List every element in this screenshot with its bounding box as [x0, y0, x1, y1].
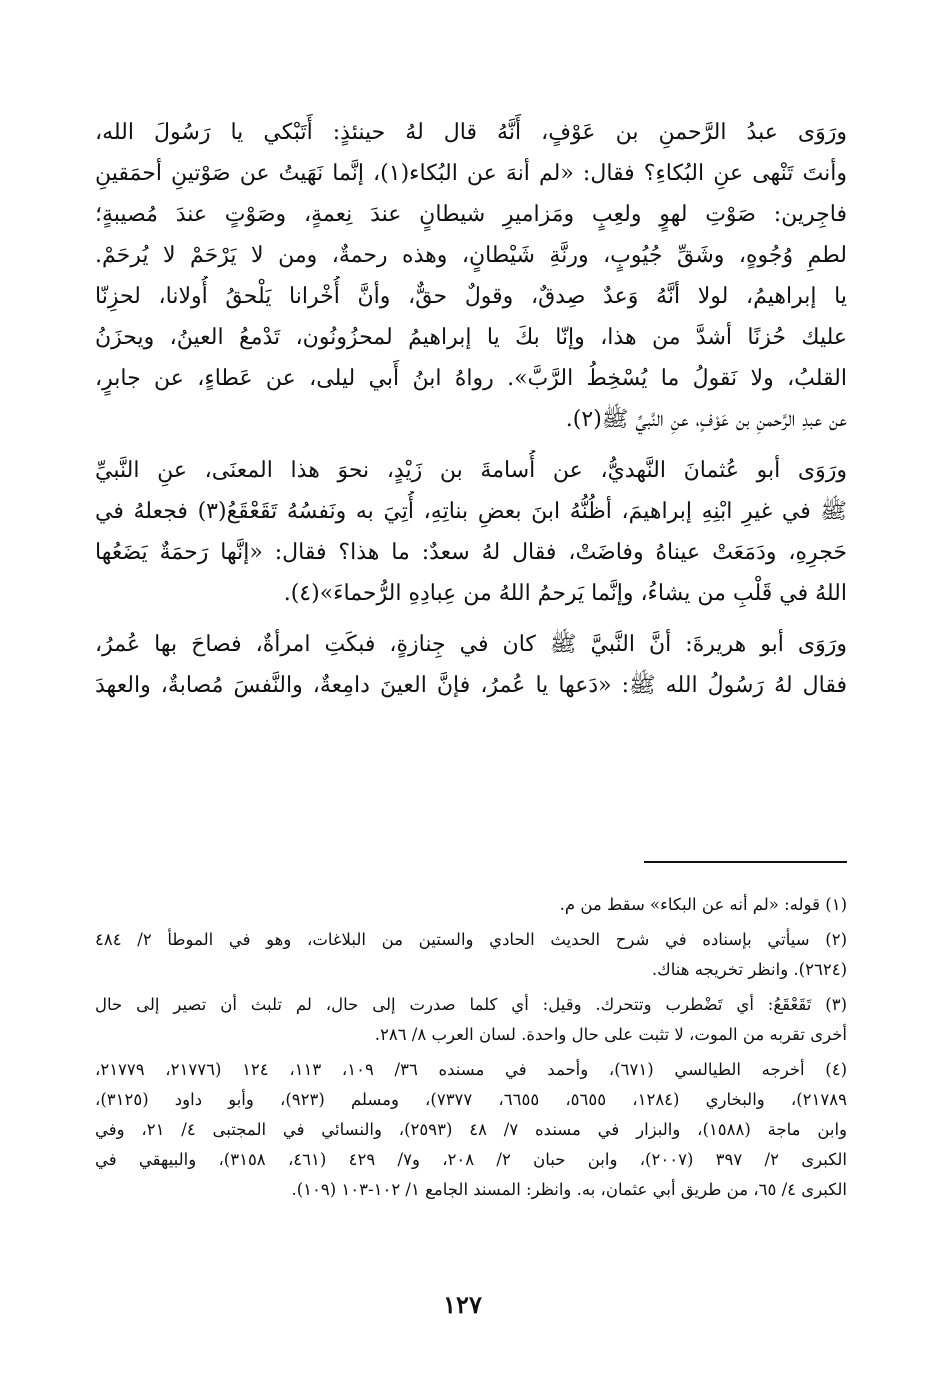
- text-line: حَجرِهِ، ودَمَعَتْ عيناهُ وفاضَتْ، فقال لهُ سعدٌ: ما هذا؟ فقال: «إنَّها رَحمَةٌ يَضَعُها: [95, 540, 847, 565]
- paragraph-3: [95, 624, 847, 706]
- footnote-1: [95, 890, 847, 920]
- text-line: ورَوَى أبو هريرةَ: أنَّ النَّبيَّ ﷺ كان في جِنازةٍ، فبكَتِ امرأةٌ، فصاحَ بها عُمرُ،: [95, 632, 847, 657]
- text-line: اللهُ في قَلْبِ من يشاءُ، وإنَّما يَرحمُ اللهُ من عِبادِهِ الرُّحماءَ»(٤).: [283, 581, 847, 606]
- text-line: ﷺ في غيرِ ابْنِهِ إبراهيمَ، أظُنُّهُ ابنَ بعضِ بناتِهِ، أُتِيَ به ونَفسُهُ تَقَعْقَعُ(٣) فجعلهُ في: [95, 499, 847, 524]
- footnote-2: [95, 925, 847, 985]
- text-line: عن عبدِ الرَّحمنِ بن عَوْفٍ، عنِ النَّبيِّ ﷺ(٢).: [565, 407, 847, 432]
- text-line: فاجِرين: صَوْتِ لهوٍ ولعِبٍ ومَزاميرِ شيطانٍ عندَ نِعمةٍ، وصَوْتٍ عندَ مُصيبةٍ؛: [95, 202, 847, 227]
- footnote-line: (٢) سيأتي بإسناده في شرح الحديث الحادي والستين من البلاغات، وهو في الموطأ ٢/ ٤٨٤: [95, 930, 847, 949]
- footnote-line: الكبرى ٤/ ٦٥، من طريق أبي عثمان، به. وانظر: المسند الجامع ١/ ١٠٢-١٠٣ (١٠٩).: [291, 1180, 847, 1199]
- main-text: [95, 112, 847, 706]
- footnote-divider: [644, 861, 847, 863]
- footnote-line: الكبرى ٢/ ٣٩٧ (٢٠٠٧)، وابن حبان ٢/ ٢٠٨، و٧/ ٤٢٩ (٤٦١، ٣١٥٨)، والبيهقي في: [95, 1150, 847, 1169]
- text-line: ورَوَى عبدُ الرَّحمنِ بن عَوْفٍ، أَنَّهُ قال لهُ حينئذٍ: أَتَبْكي يا رَسُولَ الله،: [95, 120, 847, 145]
- footnote-line: (١) قوله: «لم أنه عن البكاء» سقط من م.: [559, 895, 847, 914]
- footnotes: [95, 890, 847, 1205]
- text-line: وأنتَ تَنْهى عنِ البُكاءِ؟ فقال: «لم أنهَ عن البُكاء(١)، إنَّما نَهَيتُ عن صَوْتينِ أحمَقينِ: [95, 161, 847, 186]
- page-number: ١٢٧: [443, 1290, 482, 1319]
- footnote-3: [95, 990, 847, 1050]
- footnote-4: [95, 1055, 847, 1205]
- text-line: القلبُ، ولا نَقولُ ما يُسْخِطُ الرَّبَّ». رواهُ ابنُ أَبي ليلى، عن عَطاءٍ، عن جابرٍ،: [95, 366, 847, 391]
- text-line: لطمِ وُجُوهٍ، وشَقِّ جُيُوبٍ، ورنَّةِ شَيْطانٍ، وهذه رحمةٌ، ومن لا يَرْحَمْ لا يُرحَمْ.: [95, 243, 847, 268]
- footnote-line: (٢٦٢٤). وانظر تخريجه هناك.: [651, 960, 847, 979]
- text-line: فقال لهُ رَسُولُ الله ﷺ: «دَعها يا عُمرُ، فإنَّ العينَ دامِعةٌ، والنَّفسَ مُصابةٌ، والعهدَ: [95, 673, 847, 698]
- footnote-line: (٣) تَقَعْقَعُ: أي تَضْطرب وتتحرك. وقيل: أي كلما صدرت إلى حال، لم تلبث أن تصير إلى حال: [95, 995, 847, 1014]
- footnote-line: وابن ماجة (١٥٨٨)، والبزار في مسنده ٧/ ٤٨ (٢٥٩٣)، والنسائي في المجتبى ٤/ ٢١، وفي: [95, 1120, 847, 1139]
- footnote-line: أخرى تقربه من الموت، لا تثبت على حال واحدة. لسان العرب ٨/ ٢٨٦.: [374, 1025, 847, 1044]
- paragraph-2: [95, 450, 847, 614]
- text-line: عليك حُزنًا أشدَّ من هذا، وإنّا بكَ يا إبراهيمُ لمحزُونُون، تَدْمعُ العينُ، ويحزَنُ: [95, 325, 847, 350]
- paragraph-1: [95, 112, 847, 440]
- footnote-line: ٢١٧٨٩)، والبخاري (١٢٨٤، ٥٦٥٥، ٦٦٥٥، ٧٣٧٧)، ومسلم (٩٢٣)، وأبو داود (٣١٢٥)،: [95, 1090, 847, 1109]
- text-line: ورَوَى أبو عُثمانَ النَّهديُّ، عن أُسامةَ بن زَيْدٍ، نحوَ هذا المعنَى، عنِ النَّبيِّ: [95, 458, 847, 483]
- footnote-line: (٤) أخرجه الطيالسي (٦٧١)، وأحمد في مسنده ٣٦/ ١٠٩، ١١٣، ١٢٤ (٢١٧٧٦، ٢١٧٧٩،: [95, 1060, 847, 1079]
- text-line: يا إبراهيمُ، لولا أنَّهُ وَعدٌ صِدقٌ، وقولٌ حقٌّ، وأنَّ أُخْرانا يَلْحقُ أُولانا، لحزِنّا: [95, 284, 847, 309]
